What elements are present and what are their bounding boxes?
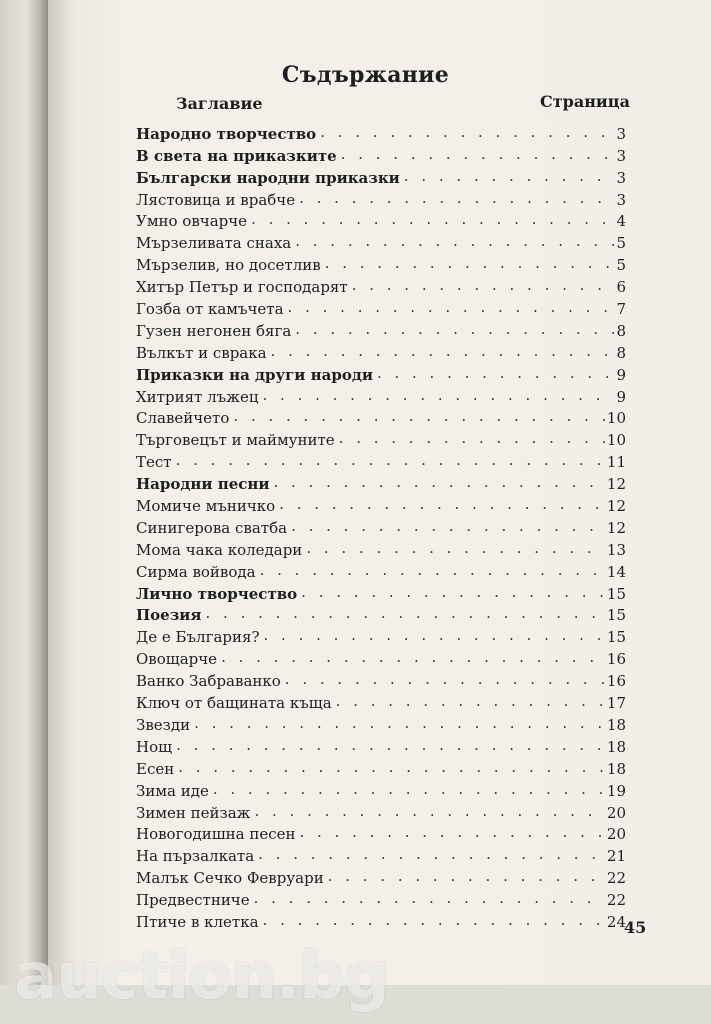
toc-entry-page: 12 [606,518,626,537]
toc-entry-title: Момиче мъничко [136,497,276,516]
toc-entry [136,690,626,712]
dot-leader [299,189,614,207]
dot-leader [260,561,605,579]
toc-entry-title: Хитър Петър и господарят [136,278,348,297]
dot-leader [254,889,605,907]
dot-leader [341,145,615,163]
toc-entry-page: 3 [616,168,626,187]
dot-leader [328,867,605,885]
toc-entry-title: Вълкът и сврака [136,343,267,362]
toc-entry-title: Мома чака коледари [136,540,303,559]
toc-entry [136,274,626,296]
left-page-edge [0,0,48,985]
toc-entry-page: 14 [606,562,626,581]
dot-leader [301,583,605,601]
toc-entry-page: 15 [606,628,626,647]
toc-entry-page: 12 [606,475,626,494]
dot-leader [288,298,615,316]
column-header-title: Заглавие [176,94,263,113]
dot-leader [320,123,614,141]
dot-leader [178,758,605,776]
toc-entry [136,362,626,384]
toc-entry [136,668,626,690]
toc-entry [136,559,626,581]
toc-entry [136,406,626,428]
toc-entry-page: 5 [616,256,626,275]
dot-leader [404,167,615,185]
toc-entry-page: 6 [616,278,626,297]
toc-entry-page: 3 [616,124,626,143]
table-of-contents [136,121,626,931]
toc-entry-title: Птиче в клетка [136,912,259,931]
dot-leader [221,648,605,666]
toc-entry-page: 21 [606,847,626,866]
toc-entry-page: 4 [616,212,626,231]
dot-leader [271,342,615,360]
toc-entry [136,800,626,822]
toc-entry [136,384,626,406]
toc-entry-title: Де е България? [136,628,260,647]
dot-leader [194,714,605,732]
dot-leader [285,670,605,688]
toc-entry-title: Български народни приказки [136,168,400,187]
toc-entry-title: Мързелив, но досетлив [136,256,321,275]
toc-entry-page: 9 [616,365,626,384]
dot-leader [176,736,605,754]
toc-entry-page: 8 [616,321,626,340]
toc-entry [136,471,626,493]
toc-entry-title: Лястовица и врабче [136,190,296,209]
toc-entry-page: 10 [606,431,626,450]
toc-entry-title: Малък Сечко Февруари [136,869,324,888]
watermark-logo: auction.bg [14,940,389,1014]
page-title: Съдържание [281,62,450,88]
toc-entry-title: Народно творчество [136,124,317,143]
toc-entry [136,143,626,165]
toc-entry-title: Лично творчество [136,584,298,603]
toc-entry-page: 5 [616,234,626,253]
toc-entry [136,252,626,274]
toc-entry-title: Умно овчарче [136,212,248,231]
toc-entry [136,778,626,800]
toc-entry-page: 11 [606,453,626,472]
toc-entry [136,756,626,778]
toc-entry [136,449,626,471]
toc-entry [136,822,626,844]
toc-entry-page: 16 [606,672,626,691]
dot-leader [258,845,605,863]
toc-entry-page: 15 [606,606,626,625]
toc-entry-title: Нощ [136,737,173,756]
toc-entry-title: Звезди [136,715,191,734]
dot-leader [339,429,605,447]
toc-entry [136,121,626,143]
toc-entry-page: 10 [606,409,626,428]
toc-entry-title: Търговецът и маймуните [136,431,335,450]
toc-entry-title: Народни песни [136,475,270,494]
toc-entry [136,493,626,515]
dot-leader [263,911,605,929]
dot-leader [176,451,605,469]
toc-entry-page: 18 [606,715,626,734]
toc-entry-page: 15 [606,584,626,603]
toc-entry-page: 22 [606,891,626,910]
dot-leader [254,802,604,820]
toc-entry-page: 18 [606,759,626,778]
toc-entry [136,909,626,931]
toc-entry-title: Хитрият лъжец [136,387,259,406]
toc-entry-title: Ключ от бащината къща [136,694,332,713]
page-number: 45 [624,918,647,937]
toc-entry-title: Зимен пейзаж [136,803,251,822]
dot-leader [264,626,605,644]
toc-entry-title: Есен [136,759,175,778]
dot-leader [263,386,615,404]
toc-entry-title: Предвестниче [136,891,250,910]
toc-entry [136,537,626,559]
dot-leader [295,232,614,250]
toc-entry [136,340,626,362]
dot-leader [273,473,604,491]
dot-leader [291,517,605,535]
toc-entry-page: 13 [606,540,626,559]
toc-entry [136,887,626,909]
toc-entry [136,843,626,865]
toc-entry-title: Новогодишна песен [136,825,296,844]
dot-leader [306,539,605,557]
toc-entry-title: Сирма войвода [136,562,256,581]
toc-entry-title: Синигерова сватба [136,518,288,537]
toc-entry-title: Ванко Забраванко [136,672,281,691]
dot-leader [213,780,605,798]
toc-entry-page: 3 [616,146,626,165]
toc-entry-page: 22 [606,869,626,888]
toc-entry-title: Гозба от камъчета [136,300,284,319]
toc-entry-page: 8 [616,343,626,362]
toc-entry [136,865,626,887]
toc-entry-title: Мързеливата снаха [136,234,292,253]
toc-entry-page: 9 [616,387,626,406]
toc-entry-title: Гузен негонен бяга [136,321,292,340]
column-header-page: Страница [540,92,630,111]
dot-leader [352,276,615,294]
dot-leader [300,823,605,841]
dot-leader [279,495,605,513]
toc-entry-page: 19 [606,781,626,800]
toc-entry-title: Поезия [136,606,202,625]
toc-entry-title: Тест [136,453,172,472]
toc-entry [136,734,626,756]
dot-leader [325,254,615,272]
toc-entry-page: 17 [606,694,626,713]
dot-leader [377,364,615,382]
toc-entry-page: 20 [606,825,626,844]
toc-entry-page: 3 [616,190,626,209]
toc-entry [136,646,626,668]
dot-leader [295,320,614,338]
toc-entry [136,296,626,318]
dot-leader [233,407,605,425]
toc-entry [136,318,626,340]
toc-entry [136,515,626,537]
toc-entry-page: 24 [606,912,626,931]
toc-entry [136,187,626,209]
dot-leader [206,604,605,622]
toc-entry-title: Овощарче [136,650,218,669]
toc-entry-title: Зима иде [136,781,209,800]
toc-entry-title: Славейчето [136,409,230,428]
toc-entry-title: На пързалката [136,847,255,866]
toc-entry-title: В света на приказките [136,146,337,165]
toc-entry [136,603,626,625]
toc-entry [136,230,626,252]
toc-entry-title: Приказки на други народи [136,365,373,384]
dot-leader [336,692,605,710]
toc-entry [136,165,626,187]
toc-entry [136,712,626,734]
toc-entry [136,427,626,449]
toc-entry [136,581,626,603]
toc-entry [136,624,626,646]
dot-leader [251,210,614,228]
toc-entry [136,209,626,231]
toc-entry-page: 12 [606,497,626,516]
toc-entry-page: 7 [616,300,626,319]
toc-entry-page: 16 [606,650,626,669]
toc-entry-page: 18 [606,737,626,756]
toc-entry-page: 20 [606,803,626,822]
